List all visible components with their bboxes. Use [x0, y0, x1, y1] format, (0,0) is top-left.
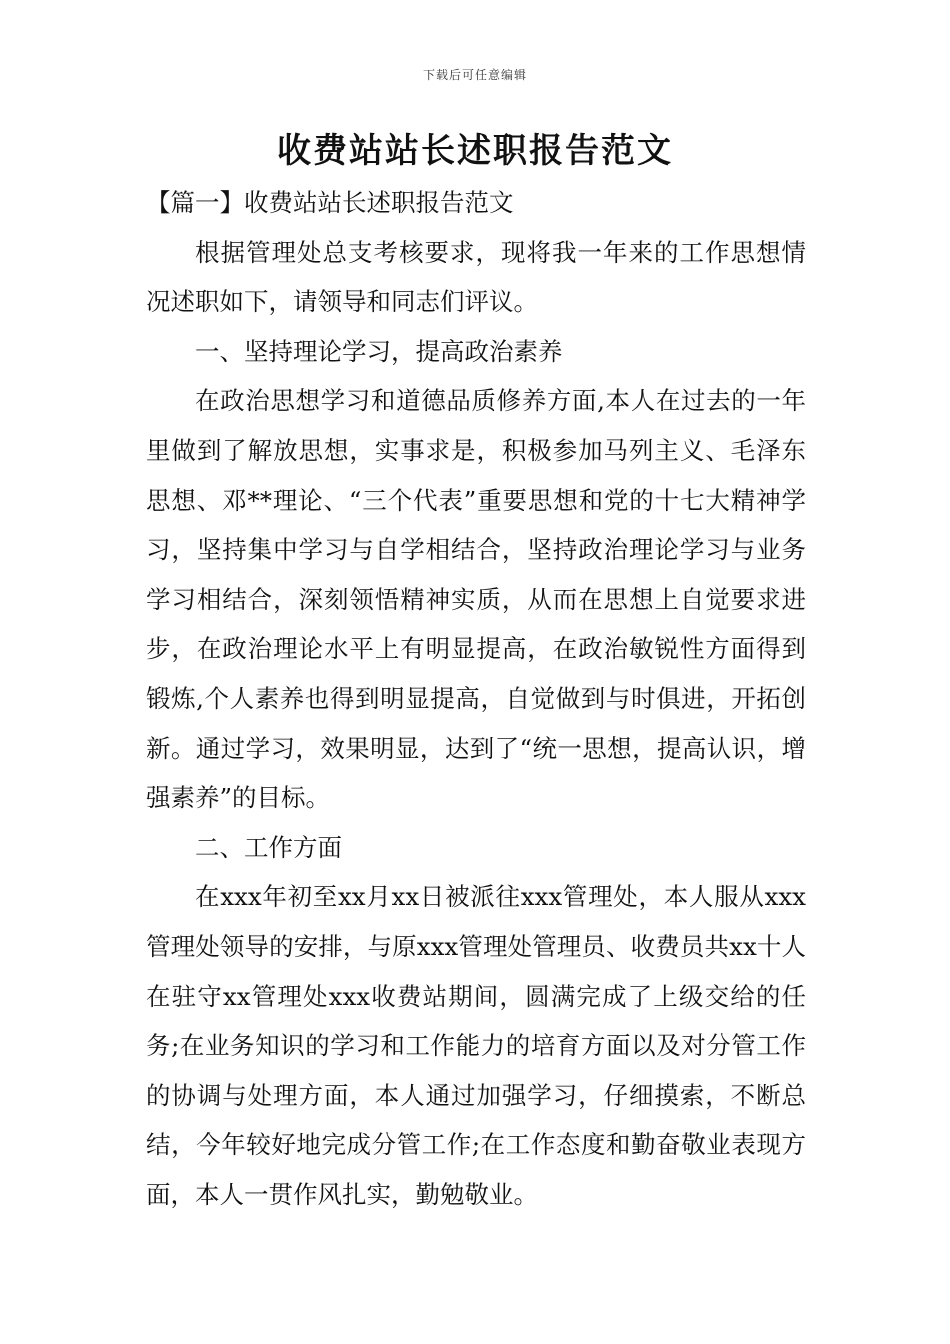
paragraph: 在xxx年初至xx月xx日被派往xxx管理处，本人服从xxx管理处领导的安排，与原xxx管理处管理员、收费员共xx十人在驻守xx管理处xxx收费站期间，圆满完成了上级交给的任务;在业务知识的学习和工作能力的培育方面以及对分管工作的协调与处理方面，本人通过加强学习，仔细摸索，不断总结，今年较好地完成分管工作;在工作态度和勤奋敬业表现方面，本人一贯作风扎实，勤勉敬业。 — [146, 882, 806, 1209]
subheading: 一、坚持理论学习，提高政治素养 — [195, 336, 563, 366]
document-body — [146, 178, 806, 1219]
subheading: 二、工作方面 — [195, 832, 342, 862]
paragraph: 根据管理处总支考核要求，现将我一年来的工作思想情况述职如下，请领导和同志们评议。 — [146, 237, 806, 317]
section-heading: 【篇一】收费站站长述职报告范文 — [146, 188, 514, 217]
download-note: 下载后可任意编辑 — [422, 68, 527, 82]
document-title: 收费站站长述职报告范文 — [277, 131, 673, 171]
paragraph: 在政治思想学习和道德品质修养方面,本人在过去的一年里做到了解放思想，实事求是，积极参加马列主义、毛泽东思想、邓**理论、“三个代表”重要思想和党的十七大精神学习，坚持集中学习与自学相结合，坚持政治理论学习与业务学习相结合，深刻领悟精神实质，从而在思想上自觉要求进步，在政治理论水平上有明显提高，在政治敏锐性方面得到锻炼,个人素养也得到明显提高，自觉做到与时俱进，开拓创新。通过学习，效果明显，达到了“统一思想，提高认识，增强素养”的目标。 — [146, 386, 806, 813]
